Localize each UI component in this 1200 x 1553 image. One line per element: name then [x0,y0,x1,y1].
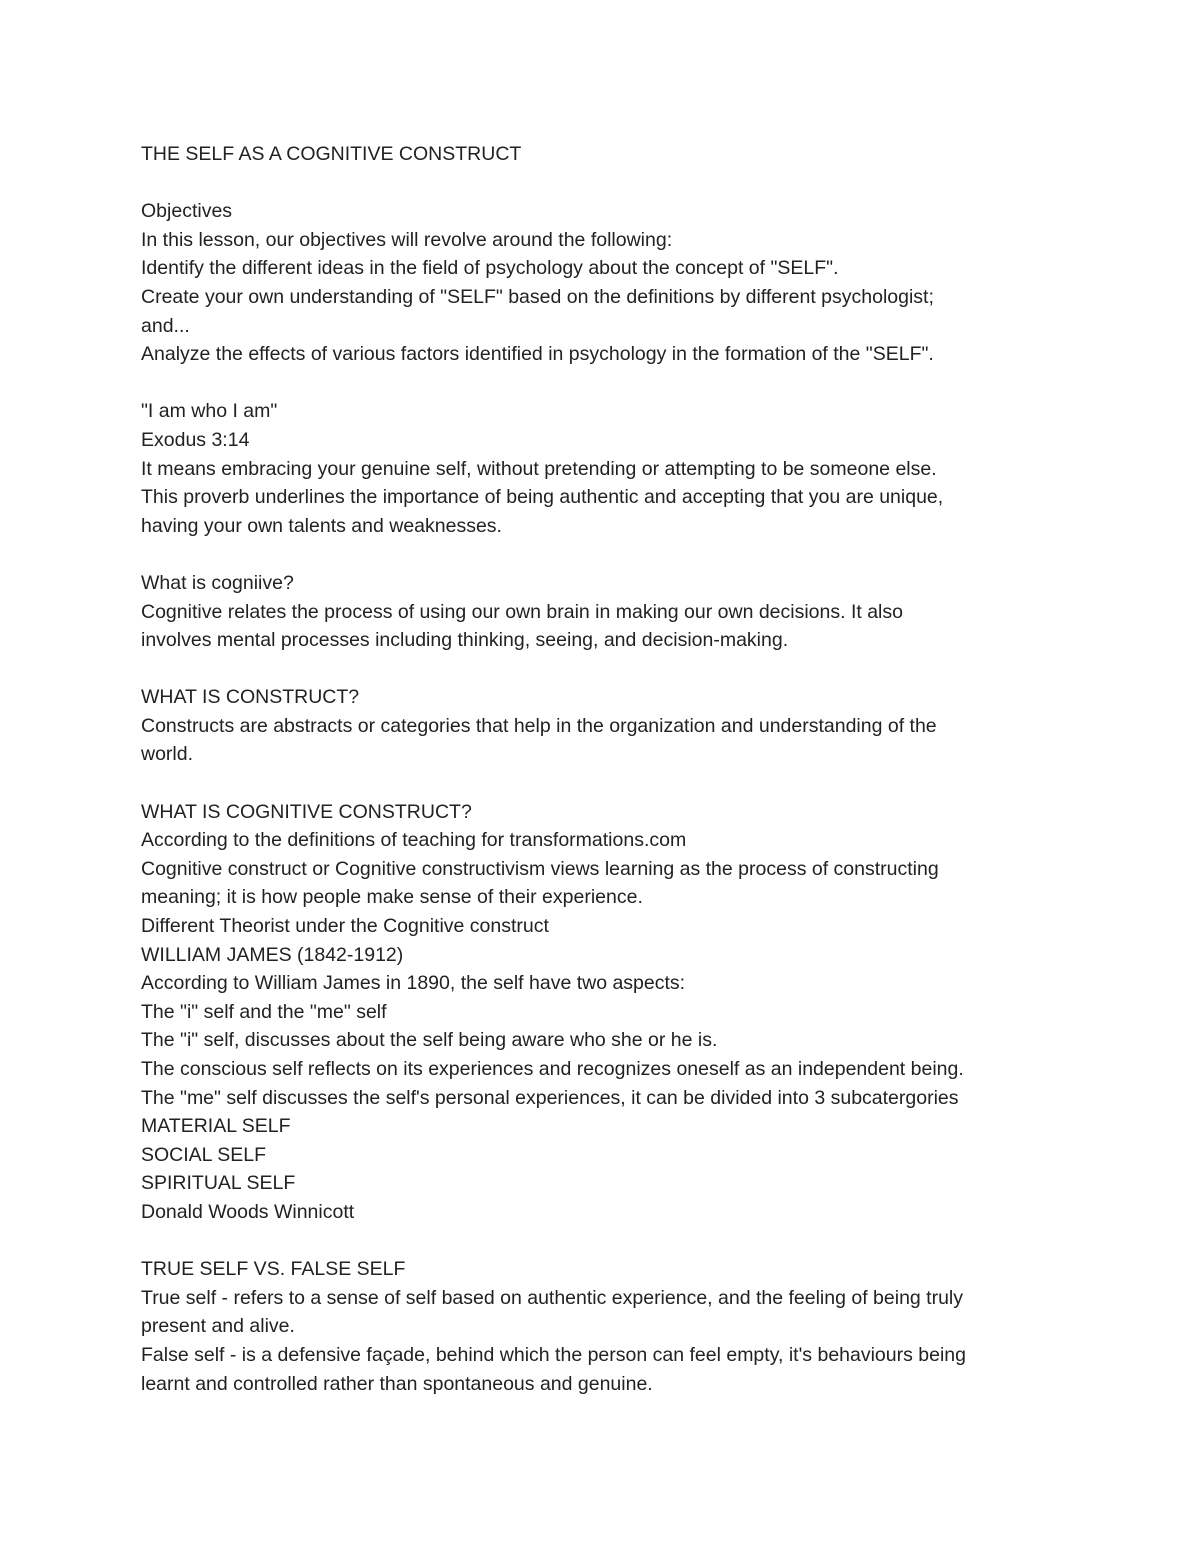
cognitive-construct-line: Donald Woods Winnicott [141,1200,355,1223]
cognitive-heading: What is cogniive? [141,571,294,594]
document-page [141,140,1071,1398]
cognitive-construct-line: The conscious self reflects on its experiences and recognizes oneself as an independent being. [141,1058,964,1080]
quote-line: It means embracing your genuine self, without pretending or attempting to be someone else. [141,457,937,480]
objectives-line: Identify the different ideas in the field of psychology about the concept of "SELF". [141,257,839,280]
cognitive-construct-line: Cognitive construct or Cognitive constructivism views learning as the process of constructing [141,857,939,880]
cognitive-construct-line: The "me" self discusses the self's personal experiences, it can be divided into 3 subcatergories [141,1086,959,1109]
cognitive-construct-line: WILLIAM JAMES (1842-1912) [141,943,404,966]
objectives-line: Analyze the effects of various factors identified in psychology in the formation of the "SELF". [141,343,934,366]
true-false-line: False self - is a defensive façade, behind which the person can feel empty, it's behaviours being [141,1343,966,1366]
cognitive-construct-heading: WHAT IS COGNITIVE CONSTRUCT? [141,800,472,823]
document-title: THE SELF AS A COGNITIVE CONSTRUCT [141,143,522,165]
construct-line: Constructs are abstracts or categories that help in the organization and understanding of the [141,714,937,737]
cognitive-construct-line: meaning; it is how people make sense of their experience. [141,886,643,909]
spacer [141,369,1071,398]
quote-line: "I am who I am" [141,400,278,423]
cognitive-construct-line: SPIRITUAL SELF [141,1172,296,1195]
cognitive-construct-line: MATERIAL SELF [141,1115,291,1138]
spacer [141,1227,1071,1256]
cognitive-construct-line: According to the definitions of teaching for transformations.com [141,829,687,852]
cognitive-construct-line: The "i" self and the "me" self [141,1000,387,1023]
cognitive-construct-line: SOCIAL SELF [141,1143,266,1166]
objectives-line: Create your own understanding of "SELF" based on the definitions by different psychologist; [141,285,934,308]
true-false-line: True self - refers to a sense of self based on authentic experience, and the feeling of being truly [141,1286,964,1309]
objectives-heading: Objectives [141,200,233,223]
spacer [141,169,1071,198]
cognitive-construct-line: According to William James in 1890, the self have two aspects: [141,972,686,995]
objectives-line: and... [141,314,190,337]
spacer [141,769,1071,798]
true-false-line: present and alive. [141,1315,295,1338]
cognitive-line: Cognitive relates the process of using our own brain in making our own decisions. It also [141,600,903,623]
cognitive-construct-line: Different Theorist under the Cognitive construct [141,915,549,938]
cognitive-construct-line: The "i" self, discusses about the self being aware who she or he is. [141,1029,718,1052]
quote-line: Exodus 3:14 [141,428,250,451]
quote-line: having your own talents and weaknesses. [141,514,502,537]
construct-line: world. [141,743,194,766]
quote-line: This proverb underlines the importance of being authentic and accepting that you are unique, [141,486,944,509]
construct-heading: WHAT IS CONSTRUCT? [141,686,360,709]
true-false-heading: TRUE SELF VS. FALSE SELF [141,1258,406,1281]
spacer [141,540,1071,569]
spacer [141,655,1071,684]
true-false-line: learnt and controlled rather than spontaneous and genuine. [141,1372,653,1395]
objectives-line: In this lesson, our objectives will revolve around the following: [141,228,673,251]
cognitive-line: involves mental processes including thinking, seeing, and decision-making. [141,629,789,652]
